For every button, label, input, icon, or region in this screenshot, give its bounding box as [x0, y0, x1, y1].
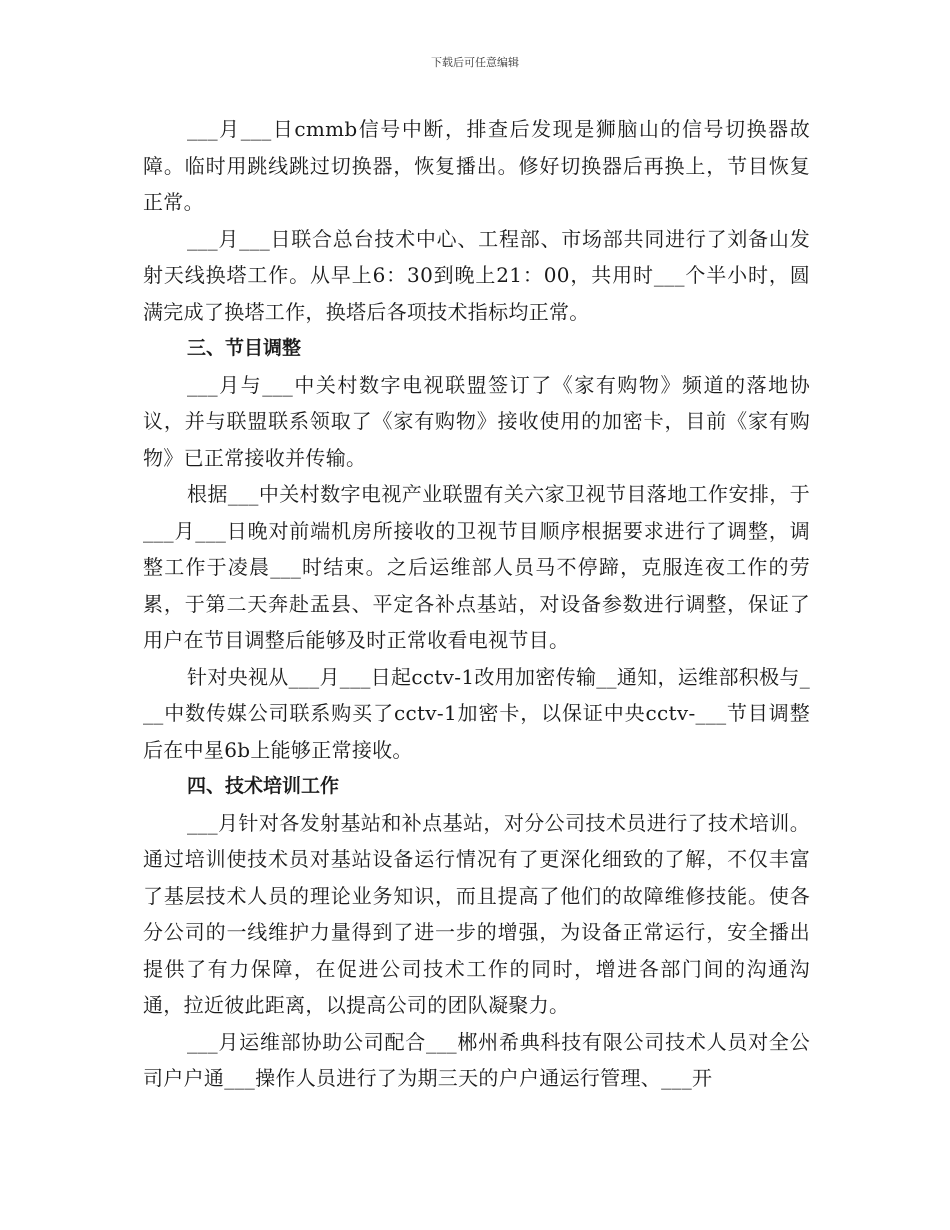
paragraph-training: ___月针对各发射基站和补点基站，对分公司技术员进行了技术培训。通过培训使技术员对基站设备运行情况有了更深化细致的了解，不仅丰富了基层技术人员的理论业务知识，而且提高了他们的故障维修技能。使各分公司的一线维护力量得到了进一步的增强，为设备正常运行，安全播出提供了有力保障，在促进公司技术工作的同时，增进各部门间的沟通沟通，拉近彼此距离，以提高公司的团队凝聚力。: [143, 810, 810, 1017]
paragraph-cmmb-fault: ___月___日cmmb信号中断，排查后发现是狮脑山的信号切换器故障。临时用跳线跳过切换器，恢复播出。修好切换器后再换上，节目恢复正常。: [143, 117, 810, 214]
document-body: [143, 111, 810, 1097]
paragraph-tower-replacement: ___月___日联合总台技术中心、工程部、市场部共同进行了刘备山发射天线换塔工作。从早上6：30到晚上21：00，共用时___个半小时，圆满完成了换塔工作，换塔后各项技术指标均正常。: [143, 226, 810, 324]
header-note: 下载后可任意编辑: [431, 56, 519, 69]
section-heading-technical-training: 四、技术培训工作: [187, 775, 340, 797]
paragraph-huhutong-training: ___月运维部协助公司配合___郴州希典科技有限公司技术人员对全公司户户通___操作人员进行了为期三天的户户通运行管理、___开: [143, 1029, 810, 1090]
paragraph-cctv-encryption: 针对央视从___月___日起cctv-1改用加密传输__通知，运维部积极与___中数传媒公司联系购买了cctv-1加密卡，以保证中央cctv-___节目调整后在中星6b上能够正常接收。: [143, 664, 810, 762]
paragraph-satellite-adjustment: 根据___中关村数字电视产业联盟有关六家卫视节目落地工作安排，于___月___日晚对前端机房所接收的卫视节目顺序根据要求进行了调整，调整工作于凌晨___时结束。之后运维部人员马不停蹄，克服连夜工作的劳累，于第二天奔赴盂县、平定各补点基站，对设备参数进行调整，保证了用户在节目调整后能够及时正常收看电视节目。: [143, 482, 810, 652]
paragraph-home-shopping: ___月与___中关村数字电视联盟签订了《家有购物》频道的落地协议，并与联盟联系领取了《家有购物》接收使用的加密卡，目前《家有购物》已正常接收并传输。: [143, 372, 810, 470]
section-heading-program-adjustment: 三、节目调整: [187, 337, 302, 359]
